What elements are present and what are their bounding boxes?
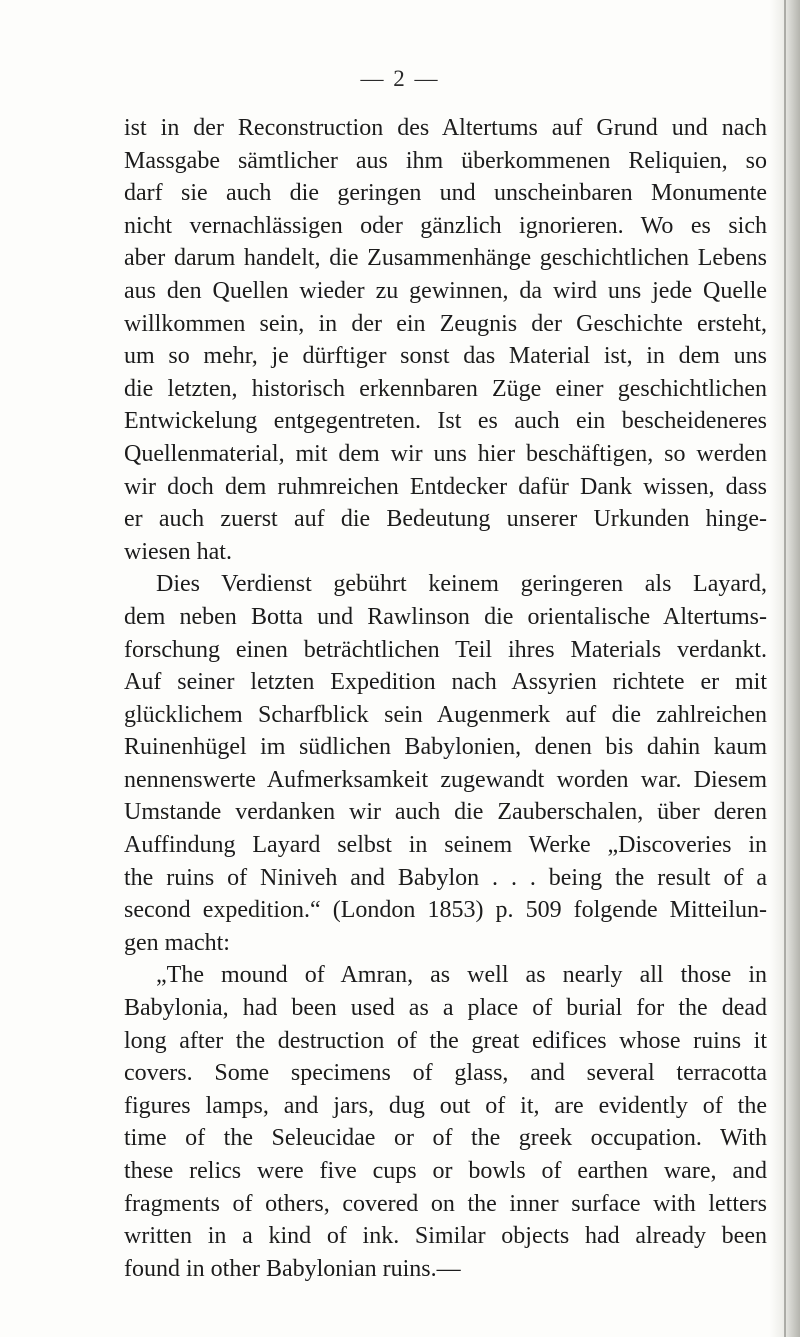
text-line: gen macht:: [124, 929, 230, 956]
text-line: er auch zuerst auf die Bedeutung unserer Urkunden hinge-: [124, 506, 767, 533]
text-line: aus den Quellen wieder zu gewinnen, da wird uns jede Quelle: [124, 277, 767, 304]
text-line: long after the destruction of the great edifices whose ruins it: [124, 1027, 767, 1054]
text-line: willkommen sein, in der ein Zeugnis der Geschichte ersteht,: [124, 310, 767, 337]
text-line: glücklichem Scharfblick sein Augenmerk auf die zahlreichen: [124, 701, 767, 728]
text-line: die letzten, historisch erkennbaren Züge einer geschichtlichen: [124, 375, 767, 402]
text-line: Massgabe sämtlicher aus ihm überkommenen Reliquien, so: [124, 147, 767, 174]
text-line: Quellenmaterial, mit dem wir uns hier beschäftigen, so werden: [124, 440, 767, 467]
page-number: — 2 —: [360, 66, 440, 91]
text-line: nennenswerte Aufmerksamkeit zugewandt worden war. Diesem: [124, 766, 767, 793]
text-line: figures lamps, and jars, dug out of it, are evidently of the: [124, 1092, 767, 1119]
page-edge-line: [784, 0, 786, 1337]
text-line: the ruins of Niniveh and Babylon . . . being the result of a: [124, 864, 767, 891]
text-line: wir doch dem ruhmreichen Entdecker dafür Dank wissen, dass: [124, 473, 767, 500]
text-line: time of the Seleucidae or of the greek occupation. With: [124, 1125, 767, 1152]
text-line: second expedition.“ (London 1853) p. 509 folgende Mitteilun-: [124, 897, 767, 924]
text-line: these relics were five cups or bowls of earthen ware, and: [124, 1158, 767, 1184]
text-line: darf sie auch die geringen und unscheinbaren Monumente: [124, 180, 767, 207]
text-line: um so mehr, je dürftiger sonst das Material ist, in dem uns: [124, 343, 767, 370]
text-line: ist in der Reconstruction des Altertums auf Grund und nach: [124, 115, 767, 141]
text-line: Auf seiner letzten Expedition nach Assyrien richtete er mit: [124, 669, 767, 696]
body-text: [124, 112, 767, 1285]
text-line: „The mound of Amran, as well as nearly all those in: [156, 962, 767, 989]
text-line: covers. Some specimens of glass, and several terracotta: [124, 1060, 767, 1087]
text-line: found in other Babylonian ruins.—: [124, 1255, 461, 1282]
text-line: Entwickelung entgegentreten. Ist es auch ein bescheideneres: [124, 408, 767, 435]
text-line: wiesen hat.: [124, 538, 232, 565]
text-line: dem neben Botta und Rawlinson die orientalische Altertums-: [124, 603, 767, 630]
text-line: Auffindung Layard selbst in seinem Werke „Discoveries in: [124, 832, 767, 859]
text-line: fragments of others, covered on the inner surface with letters: [124, 1190, 767, 1217]
text-line: forschung einen beträchtlichen Teil ihres Materials verdankt.: [124, 636, 767, 663]
text-line: aber darum handelt, die Zusammenhänge geschichtlichen Lebens: [124, 245, 767, 272]
text-line: nicht vernachlässigen oder gänzlich ignorieren. Wo es sich: [124, 212, 767, 239]
text-line: written in a kind of ink. Similar objects had already been: [124, 1223, 767, 1250]
text-line: Ruinenhügel im südlichen Babylonien, denen bis dahin kaum: [124, 734, 767, 761]
text-line: Umstande verdanken wir auch die Zauberschalen, über deren: [124, 799, 767, 826]
text-line: Babylonia, had been used as a place of burial for the dead: [124, 995, 767, 1022]
text-line: Dies Verdienst gebührt keinem geringeren als Layard,: [156, 571, 767, 598]
